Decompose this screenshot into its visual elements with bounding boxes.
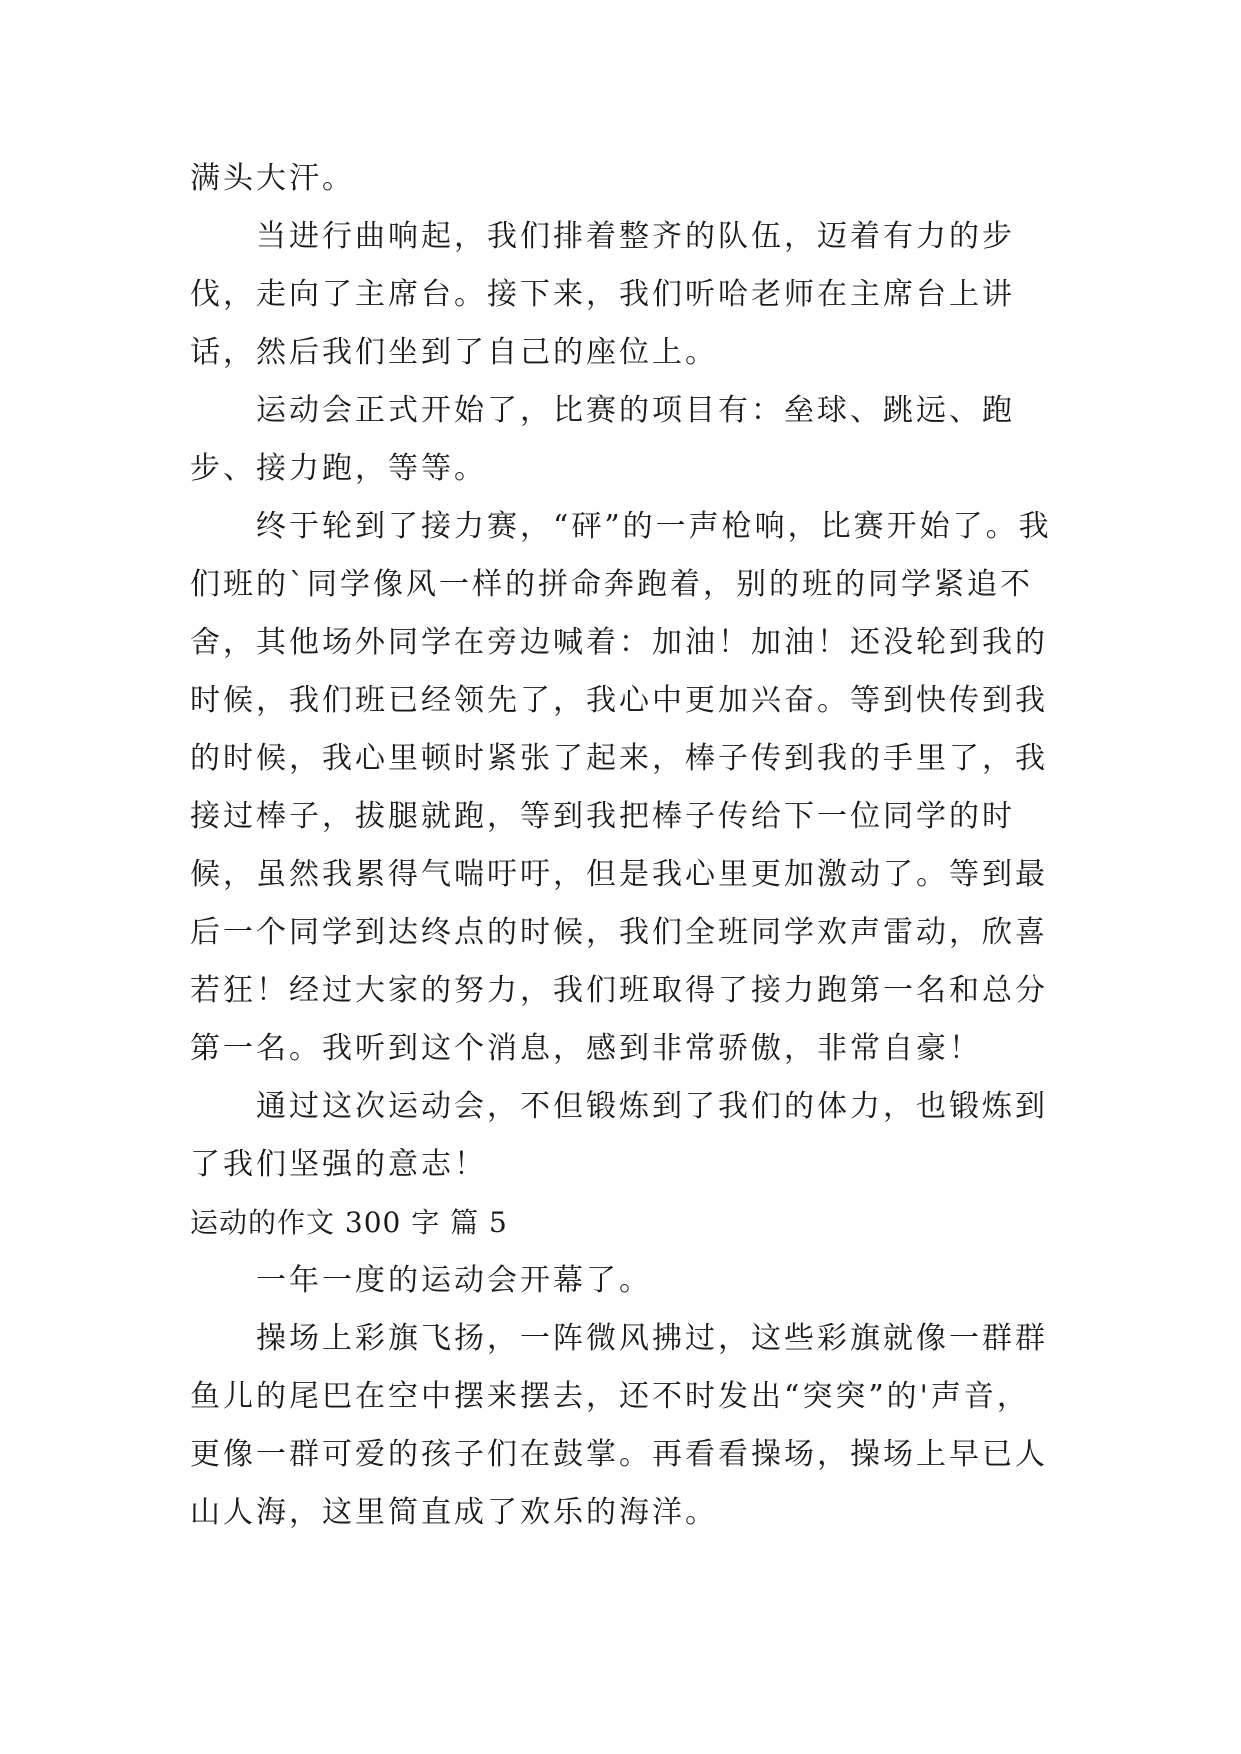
paragraph-1: 满头大汗。	[190, 161, 355, 196]
paragraph-3: 运动会正式开始了，比赛的项目有：垒球、跳远、跑步、接力跑，等等。	[190, 393, 1015, 486]
paragraph-5: 通过这次运动会，不但锻炼到了我们的体力，也锻炼到了我们坚强的意志！	[190, 1089, 1048, 1182]
paragraph-6: 一年一度的运动会开幕了。	[256, 1263, 652, 1298]
section-heading: 运动的作文 300 字 篇 5	[190, 1206, 508, 1239]
paragraph-4: 终于轮到了接力赛，“砰”的一声枪响，比赛开始了。我们班的`同学像风一样的拼命奔跑着，别的班的同学紧追不舍，其他场外同学在旁边喊着：加油！加油！还没轮到我的时候，我们班已经领先了，我心中更加兴奋。等到快传到我的时候，我心里顿时紧张了起来，棒子传到我的手里了，我接过棒子，拔腿就跑，等到我把棒子传给下一位同学的时候，虽然我累得气喘吁吁，但是我心里更加激动了。等到最后一个同学到达终点的时候，我们全班同学欢声雷动，欣喜若狂！经过大家的努力，我们班取得了接力跑第一名和总分第一名。我听到这个消息，感到非常骄傲，非常自豪！	[190, 509, 1052, 1066]
document-body	[190, 150, 1060, 1542]
paragraph-2: 当进行曲响起，我们排着整齐的队伍，迈着有力的步伐，走向了主席台。接下来，我们听哈老师在主席台上讲话，然后我们坐到了自己的座位上。	[190, 219, 1015, 370]
paragraph-7: 操场上彩旗飞扬，一阵微风拂过，这些彩旗就像一群群鱼儿的尾巴在空中摆来摆去，还不时发出“突突”的'声音，更像一群可爱的孩子们在鼓掌。再看看操场，操场上早已人山人海，这里简直成了欢乐的海洋。	[190, 1321, 1048, 1530]
